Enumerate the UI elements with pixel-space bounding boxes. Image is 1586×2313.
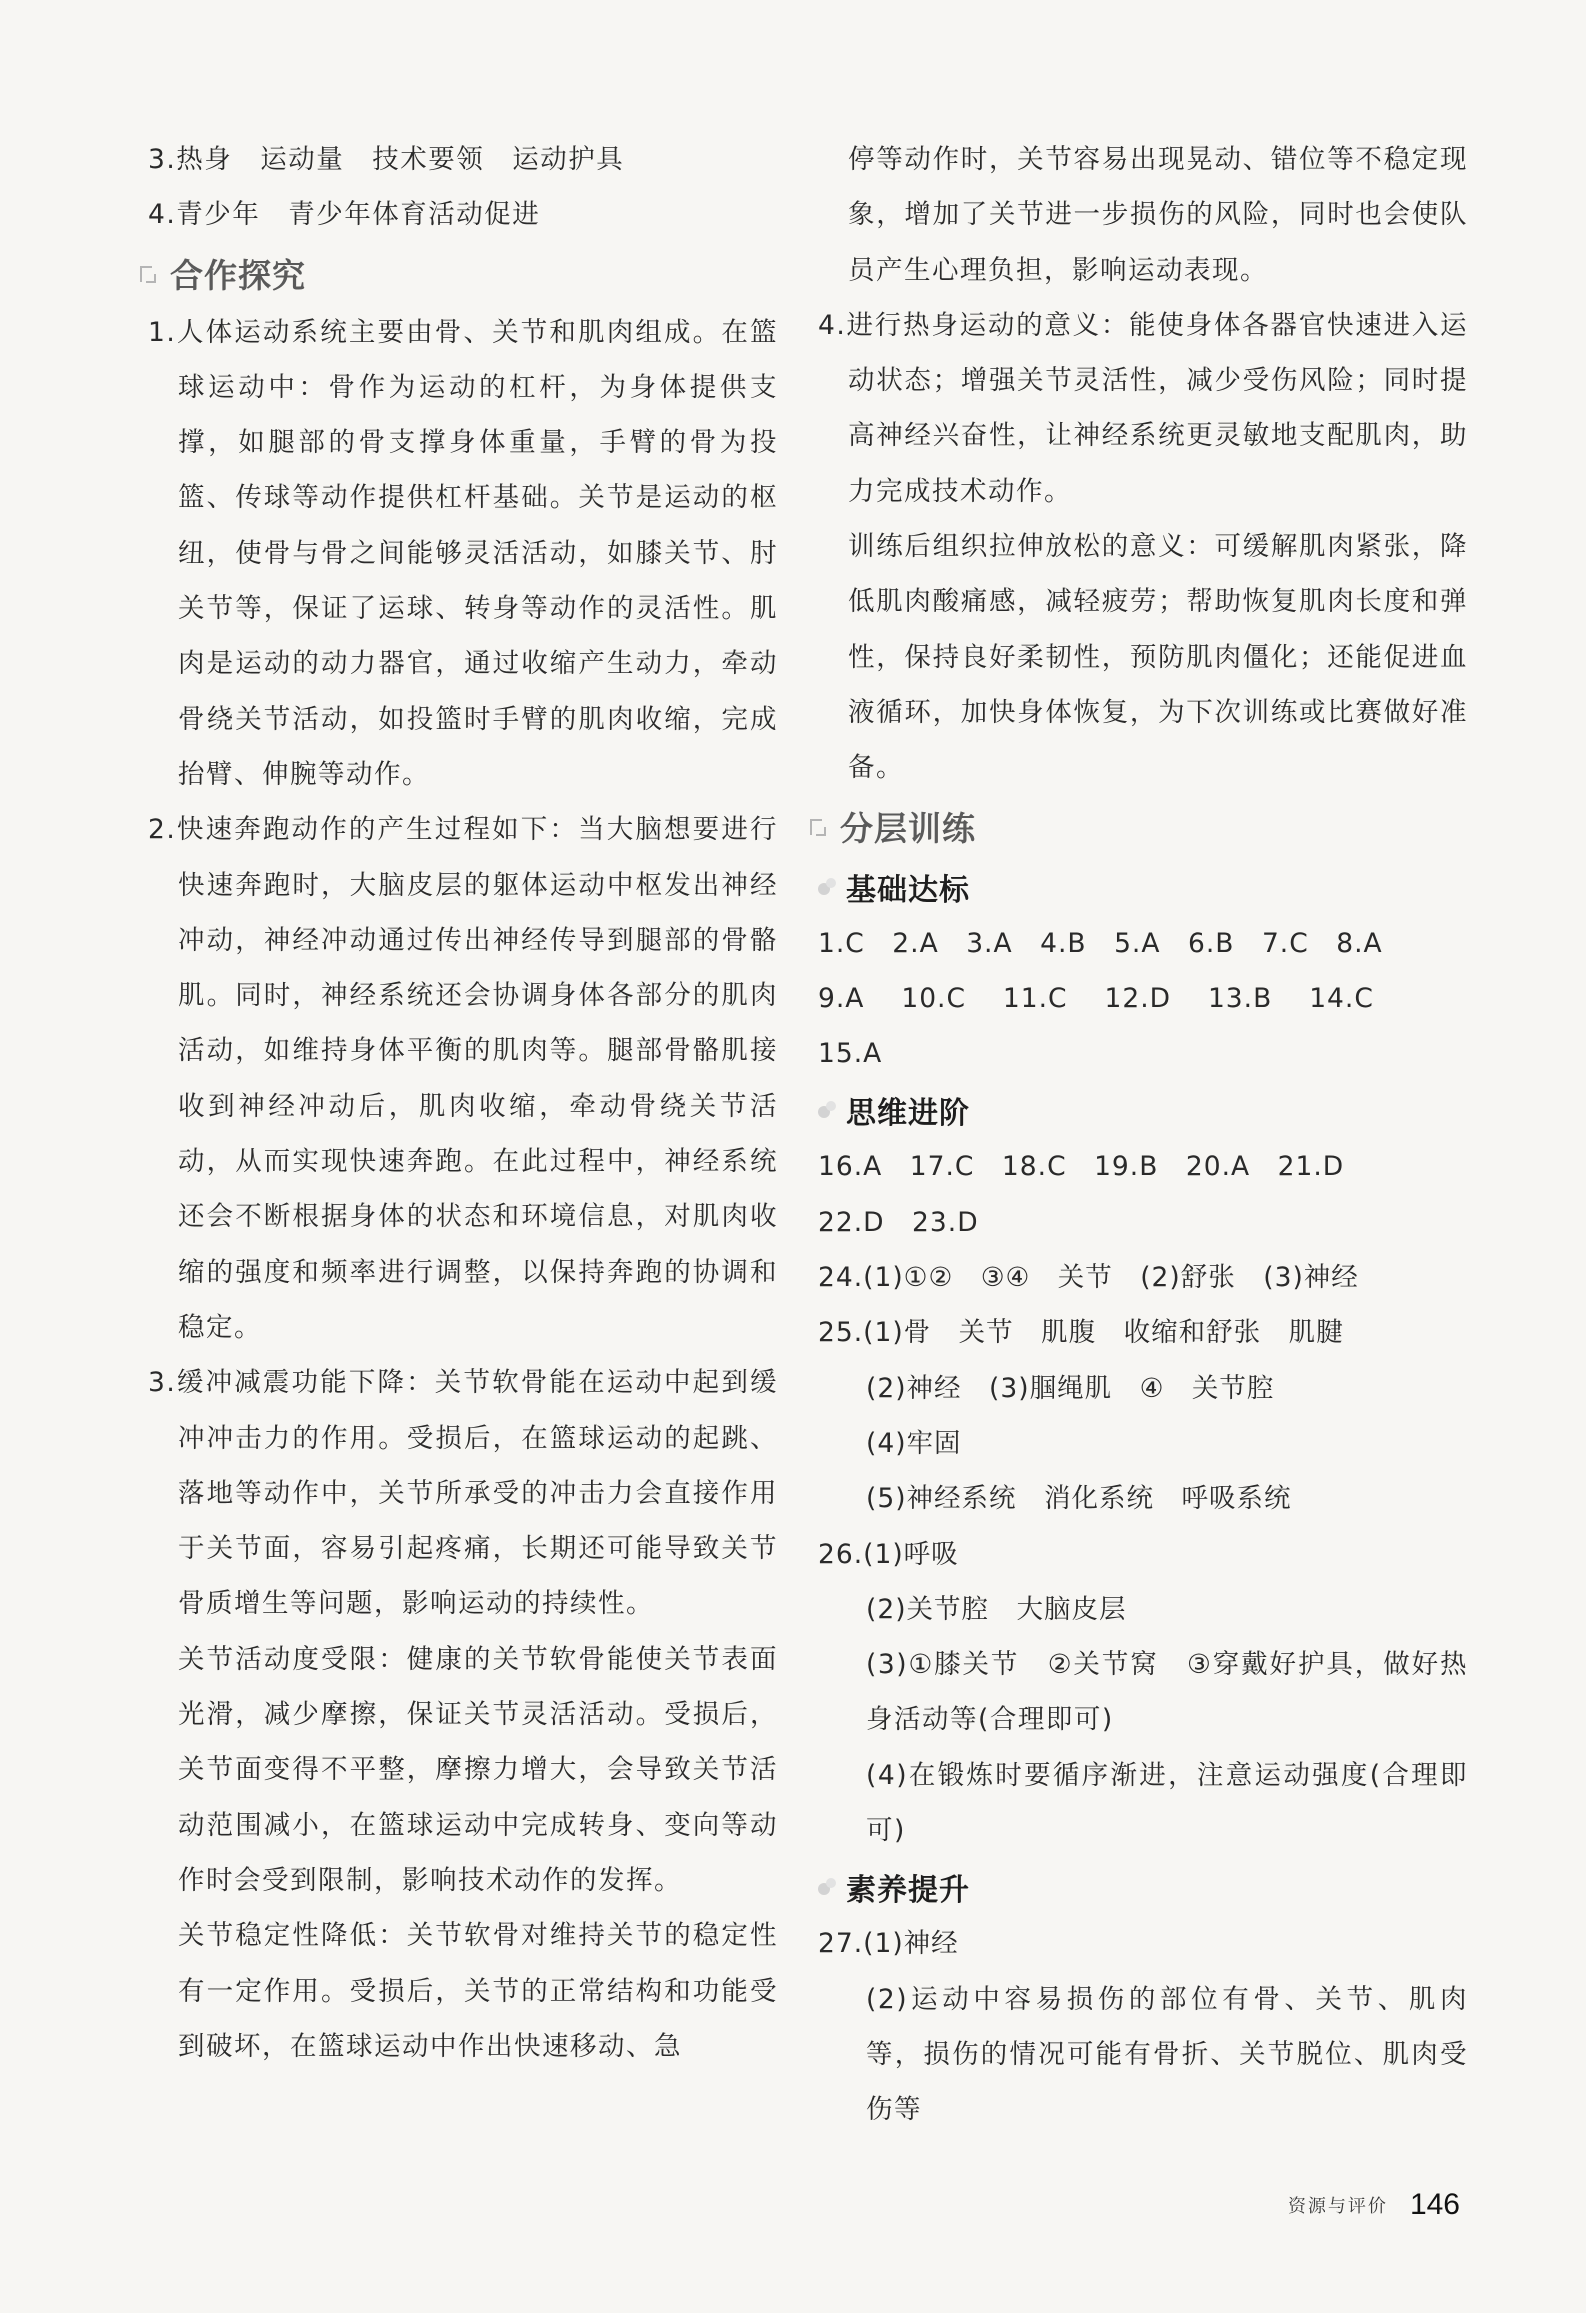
page-number: 146 [1409,2188,1460,2221]
answer-row: 9.A 10.C 11.C 12.D 13.B 14.C [818,982,1374,1014]
inquiry-answer-3-para-2: 关节活动度受限：健康的关节软骨能使关节表面光滑，减少摩擦，保证关节灵活活动。受损后，关节面变得不平整，摩擦力增大，会导致关节活动范围减小，在篮球运动中完成转身、变向等动作时会受到限制，影响技术动作的发挥。 [178,1643,778,1896]
bubble-dots-icon [816,877,842,897]
right-column [818,132,1468,2138]
page-footer [1200,2180,1460,2230]
answer-row: 22.D 23.D [818,1206,979,1238]
subheading-advanced [816,1081,1468,1139]
inquiry-answer-3: 3.缓冲减震功能下降：关节软骨能在运动中起到缓冲冲击力的作用。受损后，在篮球运动的起跳、落地等动作中，关节所承受的冲击力会直接作用于关节面，容易引起疼痛，长期还可能导致关节骨质增生等问题，影响运动的持续性。 [148,1367,778,1620]
answer-subrow: (4)在锻炼时要循序渐进，注意运动强度(合理即可) [866,1759,1468,1847]
section-heading-cooperative-inquiry [138,243,778,305]
bubble-dots-icon [816,1100,842,1120]
answer-row: 25.(1)骨 关节 肌腹 收缩和舒张 肌腱 [818,1317,1344,1349]
answer-subrow: (5)神经系统 消化系统 呼吸系统 [866,1483,1292,1515]
inquiry-answer-2: 2.快速奔跑动作的产生过程如下：当大脑想要进行快速奔跑时，大脑皮层的躯体运动中枢发出神经冲动，神经冲动通过传出神经传导到腿部的骨骼肌。同时，神经系统还会协调身体各部分的肌肉活动，如维持身体平衡的肌肉等。腿部骨骼肌接收到神经冲动后，肌肉收缩，牵动骨绕关节活动，从而实现快速奔跑。在此过程中，神经系统还会不断根据身体的状态和环境信息，对肌肉收缩的强度和频率进行调整，以保持奔跑的协调和稳定。 [148,814,778,1343]
section-marker-icon [808,817,830,839]
subheading-basic [816,858,1468,916]
answer-subrow: (2)运动中容易损伤的部位有骨、关节、肌肉等，损伤的情况可能有骨折、关节脱位、肌肉受伤等 [866,1983,1468,2126]
inquiry-answer-4: 4.进行热身运动的意义：能使身体各器官快速进入运动状态；增强关节灵活性，减少受伤风险；同时提高神经兴奋性，让神经系统更灵敏地支配肌肉，助力完成技术动作。 [818,309,1468,507]
answer-row: 27.(1)神经 [818,1928,959,1960]
answer-line-3: 3.热身 运动量 技术要领 运动护具 [148,144,625,175]
answer-subrow: (4)牢固 [866,1427,962,1459]
inquiry-answer-3-para-3: 关节稳定性降低：关节软骨对维持关节的稳定性有一定作用。受损后，关节的正常结构和功能受到破坏，在篮球运动中作出快速移动、急 [178,1920,778,2062]
inquiry-answer-3-continued: 停等动作时，关节容易出现晃动、错位等不稳定现象，增加了关节进一步损伤的风险，同时也会使队员产生心理负担，影响运动表现。 [848,144,1468,286]
section-title: 分层训练 [840,809,976,849]
answer-row: 1.C 2.A 3.A 4.B 5.A 6.B 7.C 8.A [818,927,1383,959]
inquiry-answer-4-para-2: 训练后组织拉伸放松的意义：可缓解肌肉紧张，降低肌肉酸痛感，减轻疲劳；帮助恢复肌肉长度和弹性，保持良好柔韧性，预防肌肉僵化；还能促进血液循环，加快身体恢复，为下次训练或比赛做好准备。 [848,531,1468,784]
section-heading-layered-training [808,796,1468,858]
subheading-title: 思维进阶 [846,1096,970,1132]
bubble-dots-icon [816,1877,842,1897]
answer-row: 15.A [818,1038,883,1070]
section-title: 合作探究 [170,256,306,296]
answer-subrow: (2)关节腔 大脑皮层 [866,1593,1127,1625]
inquiry-answer-1: 1.人体运动系统主要由骨、关节和肌肉组成。在篮球运动中：骨作为运动的杠杆，为身体提供支撑，如腿部的骨支撑身体重量，手臂的骨为投篮、传球等动作提供杠杆基础。关节是运动的枢纽，使骨与骨之间能够灵活活动，如膝关节、肘关节等，保证了运球、转身等动作的灵活性。肌肉是运动的动力器官，通过收缩产生动力，牵动骨绕关节活动，如投篮时手臂的肌肉收缩，完成抬臂、伸腕等动作。 [148,316,778,790]
subheading-literacy [816,1858,1468,1916]
section-marker-icon [138,264,160,286]
answer-row: 16.A 17.C 18.C 19.B 20.A 21.D [818,1151,1345,1183]
footer-brand: 资源与评价 [1287,2196,1388,2217]
subheading-title: 素养提升 [846,1873,970,1909]
answer-row: 24.(1)①② ③④ 关节 (2)舒张 (3)神经 [818,1262,1359,1294]
answer-line-4: 4.青少年 青少年体育活动促进 [148,199,541,231]
left-column [148,132,778,2074]
subheading-title: 基础达标 [846,872,970,908]
answer-subrow: (2)神经 (3)腘绳肌 ④ 关节腔 [866,1372,1275,1404]
answer-subrow: (3)①膝关节 ②关节窝 ③穿戴好护具，做好热身活动等(合理即可) [866,1649,1468,1736]
answer-row: 26.(1)呼吸 [818,1538,959,1570]
